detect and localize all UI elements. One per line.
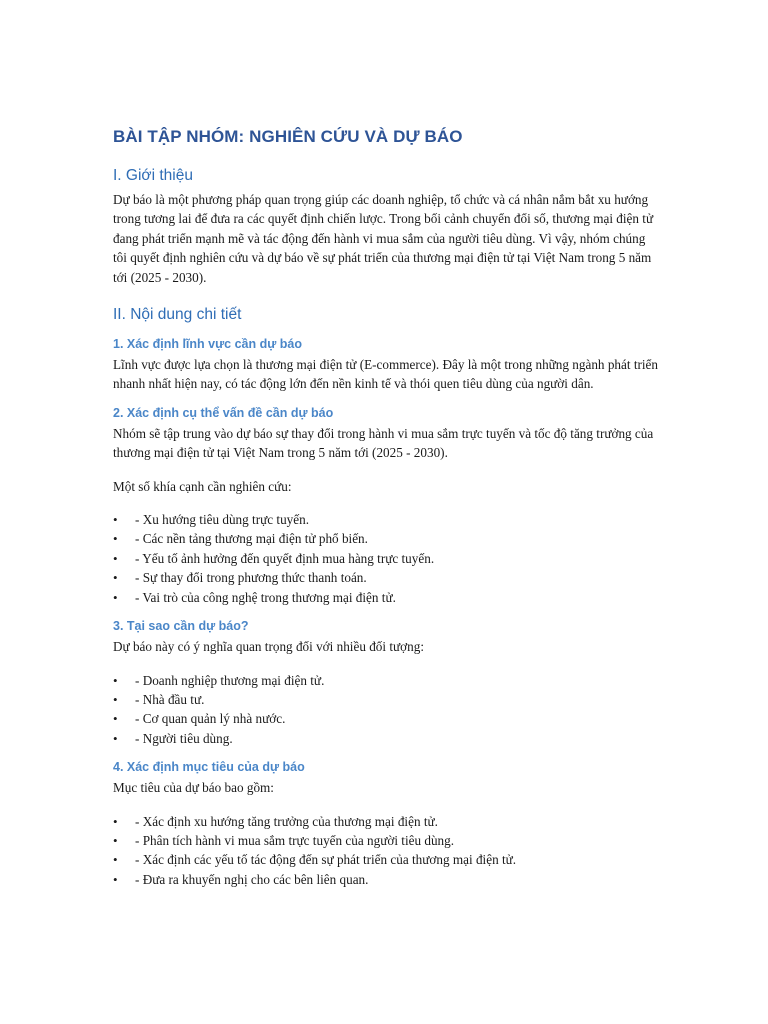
sub3-lead: Dự báo này có ý nghĩa quan trọng đối với nhiều đối tượng: [113, 639, 424, 655]
bullet-icon: • [113, 550, 118, 566]
section-heading-intro: I. Giới thiệu [113, 167, 193, 184]
bullet-icon: • [113, 512, 118, 528]
list-item-text: - Đưa ra khuyến nghị cho các bên liên quan. [135, 871, 369, 887]
sub2-bullet-list [113, 510, 658, 607]
list-item [113, 690, 658, 709]
bullet-icon: • [113, 711, 118, 727]
bullet-icon: • [113, 672, 118, 688]
list-item-text: - Sự thay đổi trong phương thức thanh toán. [135, 570, 367, 586]
list-item [113, 870, 658, 889]
sub3-bullet-list [113, 671, 658, 749]
list-item [113, 588, 658, 607]
list-item [113, 709, 658, 728]
list-item [113, 729, 658, 748]
subheading-1: 1. Xác định lĩnh vực cần dự báo [113, 337, 302, 352]
sub1-paragraph: Lĩnh vực được lựa chọn là thương mại điện tử (E-commerce). Đây là một trong những ngành phát triển nhanh nhất hiện nay, có tác động lớn đến nền kinh tế và thói quen tiêu dùng của người dân. [113, 357, 658, 392]
bullet-icon: • [113, 871, 118, 887]
sub2-lead: Một số khía cạnh cần nghiên cứu: [113, 478, 292, 494]
bullet-icon: • [113, 589, 118, 605]
list-item [113, 510, 658, 529]
list-item-text: - Xác định các yếu tố tác động đến sự phát triển của thương mại điện tử. [135, 852, 517, 868]
bullet-icon: • [113, 852, 118, 868]
list-item-text: - Cơ quan quản lý nhà nước. [135, 711, 286, 727]
list-item-text: - Xu hướng tiêu dùng trực tuyến. [135, 512, 309, 528]
list-item-text: - Yếu tố ảnh hưởng đến quyết định mua hàng trực tuyến. [135, 550, 435, 566]
list-item-text: - Doanh nghiệp thương mại điện tử. [135, 672, 325, 688]
subheading-2: 2. Xác định cụ thể vấn đề cần dự báo [113, 405, 334, 420]
bullet-icon: • [113, 813, 118, 829]
document-page [113, 110, 658, 889]
list-item [113, 850, 658, 869]
bullet-icon: • [113, 531, 118, 547]
list-item-text: - Các nền tảng thương mại điện tử phổ biến. [135, 531, 368, 547]
list-item [113, 549, 658, 568]
list-item-text: - Nhà đầu tư. [135, 691, 205, 707]
intro-paragraph: Dự báo là một phương pháp quan trọng giúp các doanh nghiệp, tổ chức và cá nhân nắm bắt xu hướng trong tương lai để đưa ra các quyết định chiến lược. Trong bối cảnh chuyển đổi số, thương mại điện tử đang phát triển mạnh mẽ và tác động đến hành vi mua sắm của người tiêu dùng. Vì vậy, nhóm chúng tôi quyết định nghiên cứu và dự báo về sự phát triển của thương mại điện tử tại Việt Nam trong 5 năm tới (2025 - 2030). [113, 192, 654, 285]
list-item-text: - Phân tích hành vi mua sắm trực tuyến của người tiêu dùng. [135, 832, 455, 848]
list-item [113, 831, 658, 850]
document-title: BÀI TẬP NHÓM: NGHIÊN CỨU VÀ DỰ BÁO [113, 127, 463, 146]
subheading-3: 3. Tại sao cần dự báo? [113, 619, 249, 634]
list-item [113, 529, 658, 548]
list-item [113, 671, 658, 690]
list-item-text: - Người tiêu dùng. [135, 730, 233, 746]
sub4-lead: Mục tiêu của dự báo bao gồm: [113, 780, 274, 796]
bullet-icon: • [113, 730, 118, 746]
list-item-text: - Vai trò của công nghệ trong thương mại điện tử. [135, 589, 396, 605]
section-heading-details: II. Nội dung chi tiết [113, 306, 242, 324]
bullet-icon: • [113, 570, 118, 586]
list-item [113, 812, 658, 831]
list-item [113, 568, 658, 587]
bullet-icon: • [113, 691, 118, 707]
sub2-paragraph: Nhóm sẽ tập trung vào dự báo sự thay đổi trong hành vi mua sắm trực tuyến và tốc độ tăng trưởng của thương mại điện tử tại Việt Nam trong 5 năm tới (2025 - 2030). [113, 425, 654, 461]
subheading-4: 4. Xác định mục tiêu của dự báo [113, 760, 305, 775]
sub4-bullet-list [113, 812, 658, 890]
bullet-icon: • [113, 832, 118, 848]
list-item-text: - Xác định xu hướng tăng trưởng của thương mại điện tử. [135, 813, 438, 829]
